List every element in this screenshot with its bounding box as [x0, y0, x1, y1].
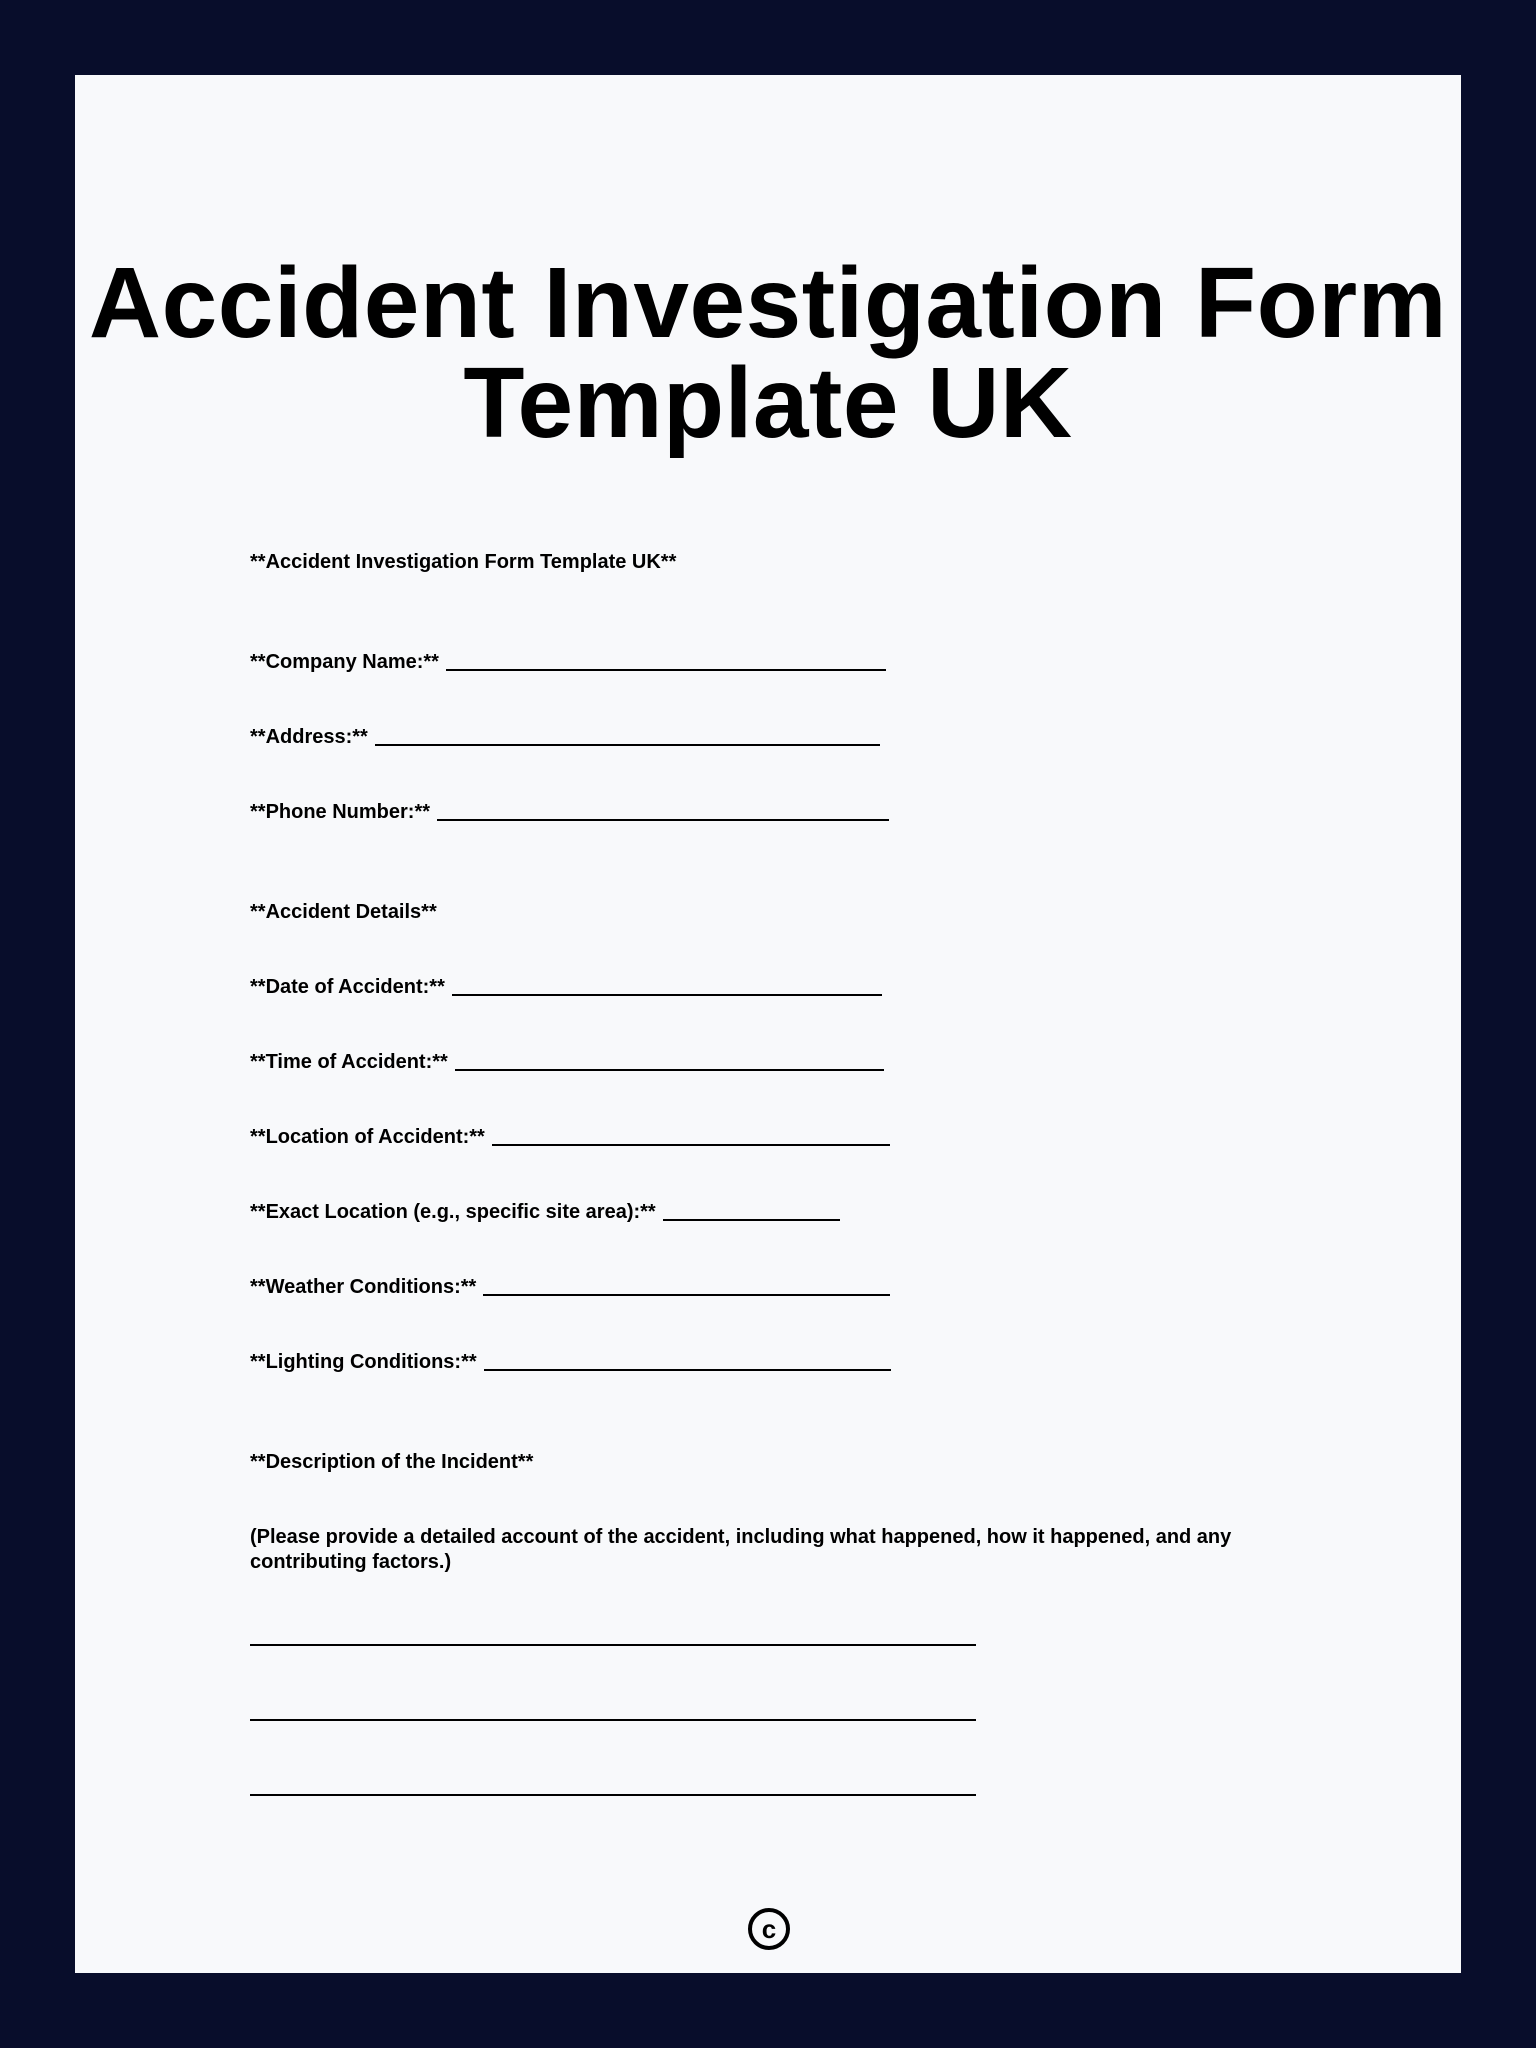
phone-number-label: **Phone Number:**: [250, 801, 431, 823]
lighting-conditions-row: [250, 1350, 891, 1375]
description-instructions: (Please provide a detailed account of the accident, including what happened, how it happened, and any contributing factors.): [250, 1526, 1232, 1573]
document-title-line-2: Template UK: [463, 347, 1073, 459]
copyright-symbol: c: [761, 1914, 777, 1944]
lighting-conditions-label: **Lighting Conditions:**: [250, 1351, 477, 1373]
description-heading: **Description of the Incident**: [250, 1451, 534, 1473]
time-of-accident-field[interactable]: [455, 1053, 884, 1071]
address-label: **Address:**: [250, 726, 368, 748]
phone-number-field[interactable]: [437, 803, 889, 821]
phone-number-row: [250, 800, 889, 825]
location-of-accident-row: [250, 1125, 890, 1150]
exact-location-row: [250, 1200, 840, 1225]
company-name-row: [250, 650, 886, 675]
document-title: [0, 247, 1536, 459]
exact-location-field[interactable]: [663, 1203, 840, 1221]
document-title-line-1: Accident Investigation Form: [88, 247, 1448, 359]
company-name-label: **Company Name:**: [250, 651, 439, 673]
description-line-2[interactable]: [250, 1719, 976, 1721]
description-line-1[interactable]: [250, 1644, 976, 1646]
company-name-field[interactable]: [446, 653, 886, 671]
location-of-accident-field[interactable]: [492, 1128, 890, 1146]
date-of-accident-row: [250, 975, 882, 1000]
lighting-conditions-field[interactable]: [484, 1353, 891, 1371]
description-line-3[interactable]: [250, 1794, 976, 1796]
address-field[interactable]: [375, 728, 880, 746]
copyright-icon: [748, 1908, 790, 1950]
date-of-accident-label: **Date of Accident:**: [250, 976, 445, 998]
time-of-accident-label: **Time of Accident:**: [250, 1051, 448, 1073]
weather-conditions-field[interactable]: [483, 1278, 890, 1296]
address-row: [250, 725, 880, 750]
date-of-accident-field[interactable]: [452, 978, 882, 996]
exact-location-label: **Exact Location (e.g., specific site area):**: [250, 1201, 656, 1223]
form-heading: **Accident Investigation Form Template UK**: [250, 551, 677, 573]
weather-conditions-label: **Weather Conditions:**: [250, 1276, 477, 1298]
location-of-accident-label: **Location of Accident:**: [250, 1126, 485, 1148]
accident-details-heading: **Accident Details**: [250, 901, 437, 923]
time-of-accident-row: [250, 1050, 884, 1075]
weather-conditions-row: [250, 1275, 890, 1300]
